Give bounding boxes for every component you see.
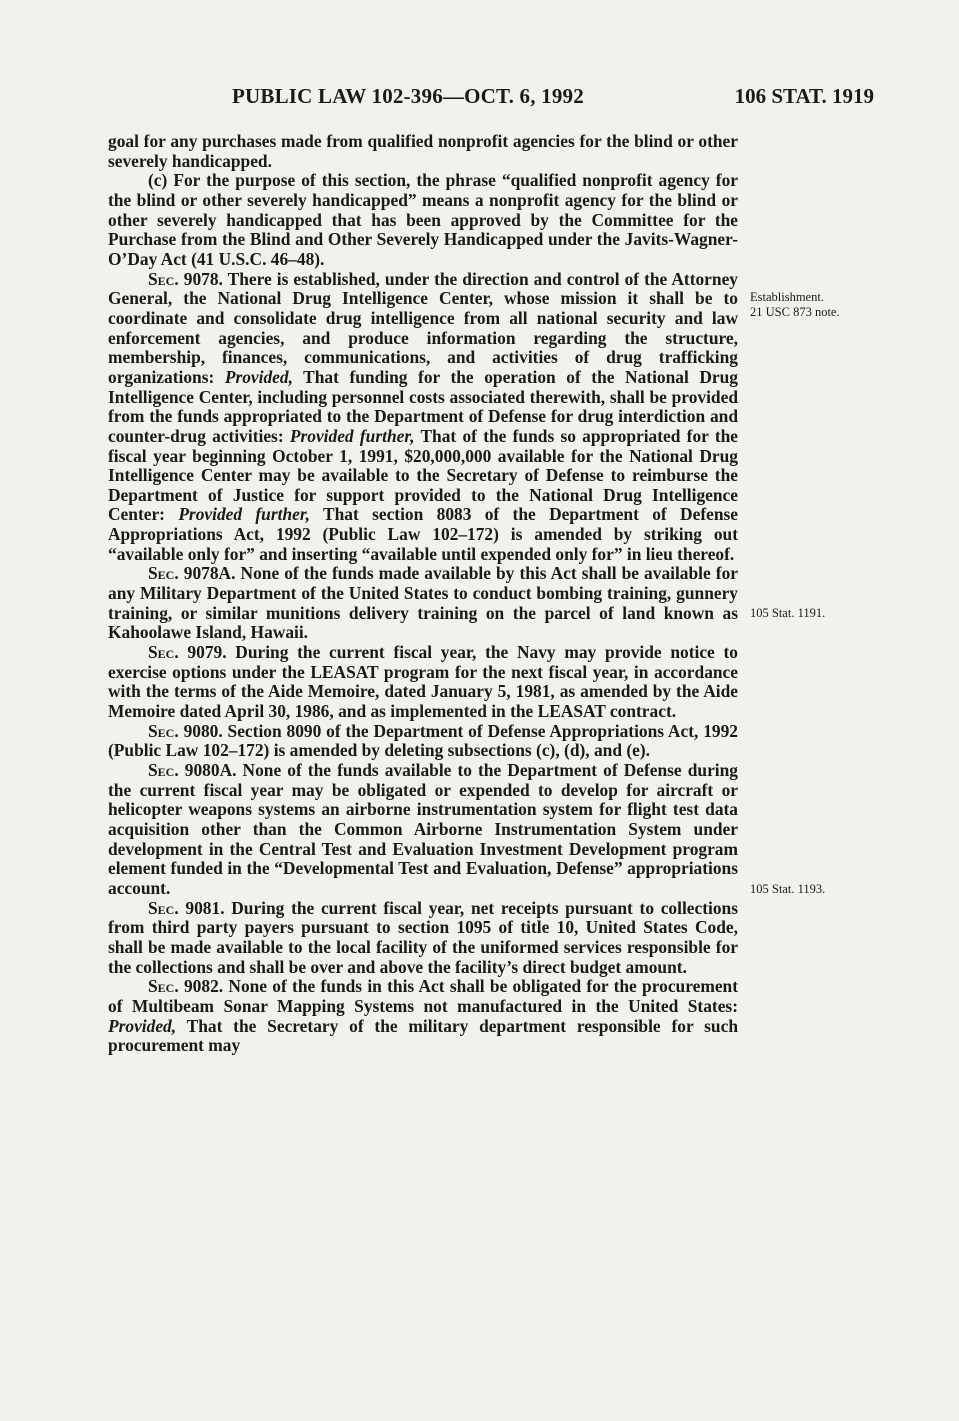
running-head: PUBLIC LAW 102-396—OCT. 6, 1992	[232, 84, 584, 108]
section-label: Sec.	[148, 642, 179, 663]
section-label: Sec.	[148, 760, 179, 780]
section-label: Sec.	[148, 268, 179, 289]
paragraph-sec-9079	[108, 643, 738, 722]
proviso-italic: Provided,	[224, 366, 293, 387]
paragraph-text: 9078A. None of the funds made available by this Act shall be available for any Military Department of the United States to conduct bombing training, gunnery training, or similar munitions delivery training on the parcel of land known as Kahoolawe Island, Hawaii.	[108, 563, 738, 643]
margin-note-establishment	[750, 290, 930, 320]
paragraph-sec-9081	[108, 899, 738, 978]
page-stat-number: 106 STAT. 1919	[734, 84, 874, 108]
margin-note-105-stat-1193	[750, 882, 930, 897]
paragraph-sec-9078	[108, 270, 738, 565]
paragraph-text: 9080A. None of the funds available to the Department of Defense during the current fiscal year may be obligated or expended to develop for aircraft or helicopter weapons systems an airborne instrumentation system for flight test data acquisition other than the Common Airborne Instrumentation System under development in the Central Test and Evaluation Investment Development program element funded in the “Developmental Test and Evaluation, Defense” appropriations account.	[108, 760, 738, 898]
paragraph-subsection-c: (c) For the purpose of this section, the phrase “qualified nonprofit agency for the blind or other severely handicapped” means a nonprofit agency for the blind or other severely handicapped that has been approved by the Committee for the Purchase from the Blind and Other Severely Handicapped under the Javits-Wagner-O’Day Act (41 U.S.C. 46–48).	[108, 170, 738, 269]
proviso-italic: Provided,	[108, 1015, 177, 1036]
paragraph-text: That of the funds so appropriated for the fiscal year beginning October 1, 1991, $20,000,000 available for the National Drug Intelligence Center may be available to the Secretary of Defense to reimburse the Department of Justice for support provided to the National Drug Intelligence Center:	[108, 425, 739, 525]
section-label: Sec.	[148, 563, 179, 584]
margin-note-105-stat-1191	[750, 606, 930, 621]
body-text	[108, 132, 738, 1056]
paragraph-text: That section 8083 of the Department of Defense Appropriations Act, 1992 (Public Law 102–172) is amended by striking out “available only for” and inserting “available until expended only for” in lieu thereof.	[108, 504, 738, 564]
paragraph-text: 9079. During the current fiscal year, the Navy may provide notice to exercise options under the LEASAT program for the next fiscal year, in accordance with the terms of the Aide Memoire, dated January 5, 1981, as amended by the Aide Memoire dated April 30, 1986, and as implemented in the LEASAT contract.	[108, 642, 738, 722]
paragraph-text: 9082. None of the funds in this Act shall be obligated for the procurement of Multibeam Sonar Mapping Systems not manufactured in the United States:	[108, 976, 738, 1016]
margin-note-line: Establishment.	[750, 290, 824, 304]
paragraph-text: That the Secretary of the military department responsible for such procurement may	[108, 1015, 738, 1056]
paragraph-sec-9082	[108, 977, 738, 1056]
paragraph-continuation: goal for any purchases made from qualified nonprofit agencies for the blind or other severely handicapped.	[108, 131, 738, 171]
paragraph-text: That funding for the operation of the National Drug Intelligence Center, including personnel costs associated therewith, shall be provided from the funds appropriated to the Department of Defense for drug interdiction and counter-drug activities:	[108, 366, 738, 446]
section-label: Sec.	[148, 897, 179, 918]
paragraph-text: 9081. During the current fiscal year, net receipts pursuant to collections from third party payers pursuant to section 1095 of title 10, United States Code, shall be made available to the local facility of the uniformed services responsible for the collections and shall be over and above the facility’s direct budget amount.	[108, 897, 738, 977]
paragraph-text: 9078. There is established, under the direction and control of the Attorney General, the National Drug Intelligence Center, whose mission it shall be to coordinate and consolidate drug intelligence from all national security and law enforcement agencies, and produce information regarding the structure, membership, finances, communications, and activities of drug trafficking organizations:	[108, 268, 738, 387]
paragraph-text: 9080. Section 8090 of the Department of Defense Appropriations Act, 1992 (Public Law 102–172) is amended by deleting subsections (c), (d), and (e).	[108, 720, 738, 761]
page-header	[108, 84, 874, 114]
margin-note-line: 21 USC 873 note.	[750, 305, 840, 319]
paragraph-sec-9080	[108, 722, 738, 761]
section-label: Sec.	[148, 720, 179, 741]
section-label: Sec.	[148, 976, 179, 997]
proviso-italic: Provided further,	[289, 425, 415, 446]
margin-note-line: 105 Stat. 1191.	[750, 606, 826, 620]
proviso-italic: Provided further,	[178, 504, 310, 525]
paragraph-sec-9080a	[108, 761, 738, 899]
paragraph-sec-9078a	[108, 564, 738, 643]
margin-note-line: 105 Stat. 1193.	[750, 882, 826, 896]
